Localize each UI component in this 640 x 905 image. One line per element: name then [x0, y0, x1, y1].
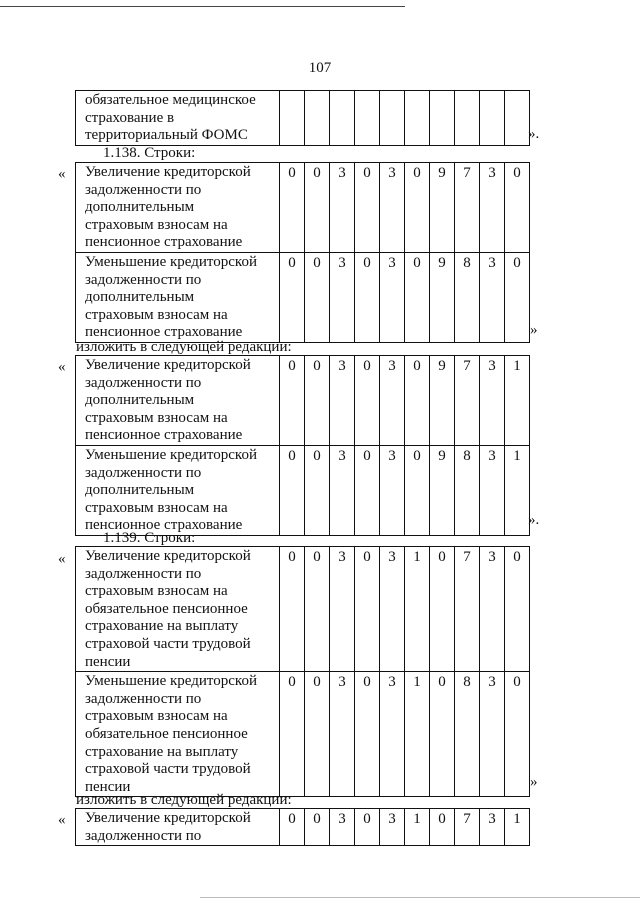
code-digit-cell: 0 [430, 809, 455, 846]
code-digit-cell: 0 [305, 163, 330, 253]
code-digit-cell: 9 [430, 356, 455, 446]
table-row [76, 672, 530, 797]
close-quote: » [530, 322, 538, 338]
code-digit-cell [430, 91, 455, 146]
code-digit-cell: 1 [505, 809, 530, 846]
scan-edge-line [200, 897, 640, 898]
code-digit-cell: 0 [305, 445, 330, 535]
row-label: Увеличение кредиторской задолженности по дополнительным страховым взносам на пенсионное страхование [76, 163, 280, 253]
code-digit-cell [355, 91, 380, 146]
page-number: 107 [308, 60, 332, 76]
table-row [76, 91, 530, 146]
code-digit-cell: 1 [505, 356, 530, 446]
code-digit-cell: 9 [430, 252, 455, 342]
section-heading-1-139: 1.139. Строки: [103, 530, 196, 546]
code-digit-cell: 3 [380, 672, 405, 797]
code-digit-cell: 3 [330, 547, 355, 672]
code-digit-cell: 3 [480, 163, 505, 253]
code-digit-cell: 0 [505, 672, 530, 797]
open-quote: « [58, 551, 66, 567]
code-digit-cell [280, 91, 305, 146]
code-digit-cell: 0 [405, 445, 430, 535]
code-digit-cell: 0 [505, 163, 530, 253]
open-quote: « [58, 359, 66, 375]
code-digit-cell: 3 [480, 445, 505, 535]
code-digit-cell: 3 [380, 163, 405, 253]
row-label: Увеличение кредиторской задолженности по дополнительным страховым взносам на пенсионное страхование [76, 356, 280, 446]
row-label: Увеличение кредиторской задолженности по страховым взносам на обязательное пенсионное страхование на выплату страховой части трудовой пенсии [76, 547, 280, 672]
table-block-1-138-new [75, 355, 530, 536]
code-digit-cell: 3 [380, 252, 405, 342]
code-digit-cell: 0 [280, 672, 305, 797]
code-digit-cell: 0 [355, 163, 380, 253]
table-block-continuation [75, 90, 530, 146]
replacement-instruction: изложить в следующей редакции: [76, 792, 292, 808]
code-digit-cell [505, 91, 530, 146]
code-digit-cell: 0 [305, 809, 330, 846]
code-digit-cell: 0 [355, 809, 380, 846]
code-digit-cell: 1 [505, 445, 530, 535]
code-digit-cell: 3 [380, 809, 405, 846]
code-digit-cell: 0 [280, 163, 305, 253]
code-digit-cell: 0 [280, 547, 305, 672]
code-digit-cell: 8 [455, 445, 480, 535]
row-label: Уменьшение кредиторской задолженности по дополнительным страховым взносам на пенсионное страхование [76, 252, 280, 342]
code-digit-cell: 0 [430, 547, 455, 672]
close-quote: » [530, 774, 538, 790]
table-row [76, 163, 530, 253]
code-digit-cell: 3 [330, 252, 355, 342]
code-digit-cell [380, 91, 405, 146]
code-digit-cell: 3 [330, 445, 355, 535]
code-digit-cell: 0 [355, 356, 380, 446]
code-digit-cell: 0 [405, 252, 430, 342]
code-digit-cell: 0 [305, 252, 330, 342]
code-digit-cell: 0 [405, 356, 430, 446]
close-quote: ». [528, 512, 540, 528]
code-digit-cell: 8 [455, 672, 480, 797]
code-digit-cell: 0 [280, 356, 305, 446]
code-digit-cell: 0 [280, 445, 305, 535]
code-digit-cell: 3 [480, 672, 505, 797]
code-digit-cell: 9 [430, 445, 455, 535]
code-digit-cell: 7 [455, 547, 480, 672]
replacement-instruction: изложить в следующей редакции: [76, 339, 292, 355]
table-row [76, 809, 530, 846]
code-digit-cell: 3 [380, 356, 405, 446]
code-digit-cell: 0 [305, 356, 330, 446]
open-quote: « [58, 166, 66, 182]
scan-edge-line [0, 6, 405, 7]
row-label: Уменьшение кредиторской задолженности по дополнительным страховым взносам на пенсионное страхование [76, 445, 280, 535]
code-digit-cell [480, 91, 505, 146]
table-row [76, 356, 530, 446]
row-label: Уменьшение кредиторской задолженности по страховым взносам на обязательное пенсионное страхование на выплату страховой части трудовой пенсии [76, 672, 280, 797]
row-label: Увеличение кредиторской задолженности по [76, 809, 280, 846]
code-digit-cell: 3 [480, 356, 505, 446]
code-digit-cell: 3 [330, 809, 355, 846]
table-row [76, 547, 530, 672]
code-digit-cell: 3 [480, 809, 505, 846]
table-row [76, 252, 530, 342]
table-block-1-139-new [75, 808, 530, 846]
code-digit-cell: 1 [405, 547, 430, 672]
code-digit-cell: 3 [480, 252, 505, 342]
code-digit-cell: 1 [405, 672, 430, 797]
code-digit-cell: 7 [455, 809, 480, 846]
table-row [76, 445, 530, 535]
code-digit-cell: 9 [430, 163, 455, 253]
code-digit-cell: 3 [330, 356, 355, 446]
code-digit-cell: 3 [330, 163, 355, 253]
code-digit-cell: 3 [380, 547, 405, 672]
code-digit-cell [330, 91, 355, 146]
row-label: обязательное медицинское страхование в территориальный ФОМС [76, 91, 280, 146]
code-digit-cell: 0 [280, 809, 305, 846]
code-digit-cell: 3 [380, 445, 405, 535]
code-digit-cell: 7 [455, 356, 480, 446]
code-digit-cell: 0 [405, 163, 430, 253]
code-digit-cell: 0 [505, 547, 530, 672]
code-digit-cell: 0 [355, 445, 380, 535]
code-digit-cell [405, 91, 430, 146]
code-digit-cell: 8 [455, 252, 480, 342]
code-digit-cell: 0 [430, 672, 455, 797]
table-block-1-139-old [75, 546, 530, 797]
open-quote: « [58, 812, 66, 828]
code-digit-cell [455, 91, 480, 146]
code-digit-cell: 0 [305, 547, 330, 672]
code-digit-cell [305, 91, 330, 146]
code-digit-cell: 3 [330, 672, 355, 797]
code-digit-cell: 3 [480, 547, 505, 672]
code-digit-cell: 0 [280, 252, 305, 342]
code-digit-cell: 0 [355, 672, 380, 797]
code-digit-cell: 1 [405, 809, 430, 846]
table-block-1-138-old [75, 162, 530, 343]
code-digit-cell: 0 [305, 672, 330, 797]
close-quote: ». [528, 126, 540, 142]
code-digit-cell: 0 [355, 252, 380, 342]
code-digit-cell: 0 [505, 252, 530, 342]
code-digit-cell: 7 [455, 163, 480, 253]
section-heading-1-138: 1.138. Строки: [103, 145, 196, 161]
code-digit-cell: 0 [355, 547, 380, 672]
